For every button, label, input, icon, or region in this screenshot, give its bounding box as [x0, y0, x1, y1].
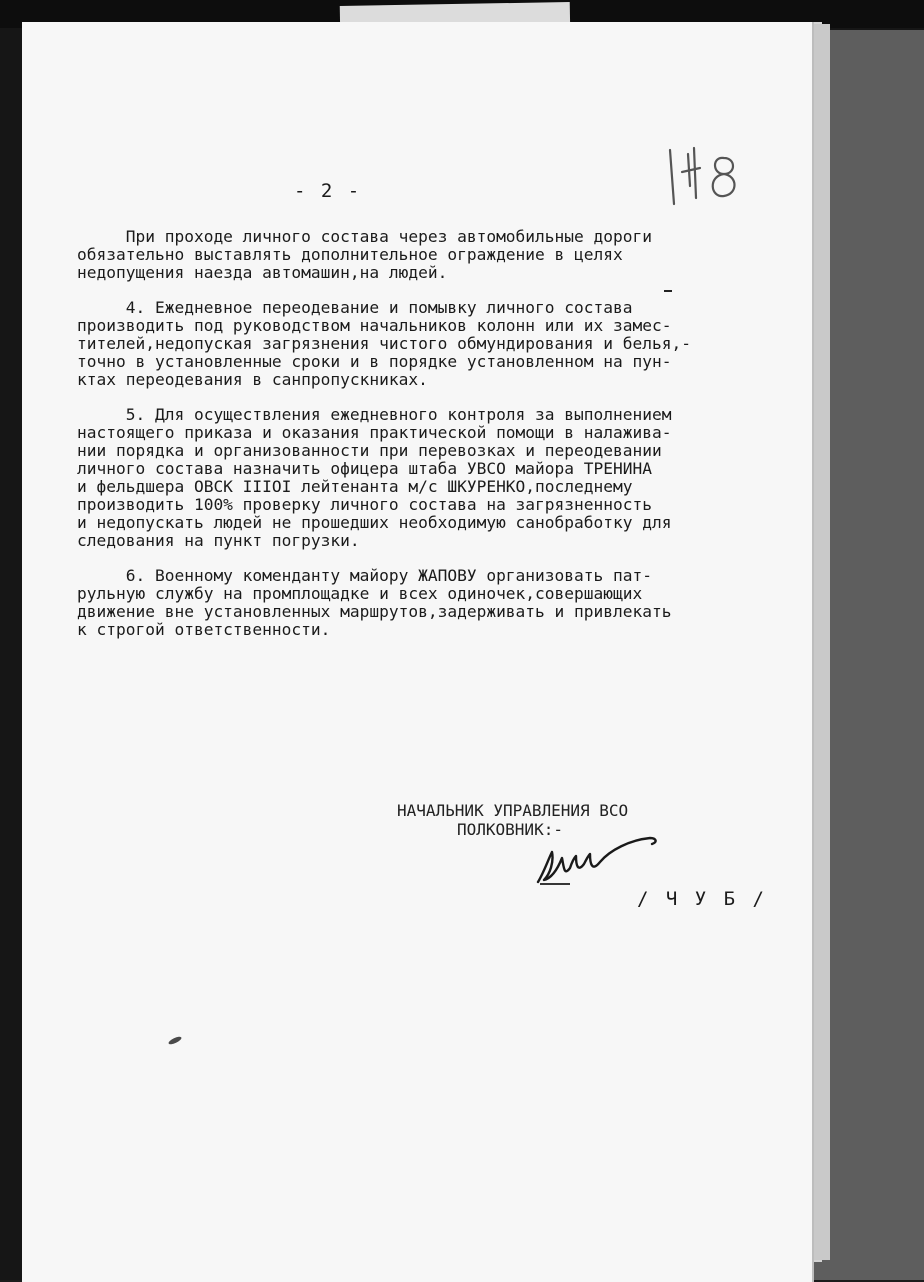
text-line: рульную службу на промплощадке и всех одиночек,совершающих: [77, 584, 643, 603]
paragraph-5: [77, 406, 777, 550]
text-line: При проходе личного состава через автомобильные дороги: [77, 227, 652, 246]
signatory-position: НАЧАЛЬНИК УПРАВЛЕНИЯ ВСО: [397, 801, 629, 820]
text-line: ктах переодевания в санпропускниках.: [77, 370, 428, 389]
margin-mark: [664, 290, 672, 292]
paragraph-intro: [77, 228, 777, 282]
text-line: личного состава назначить офицера штаба УВСО майора ТРЕНИНА: [77, 459, 652, 478]
handwritten-page-number: [664, 128, 754, 208]
text-line: недопущения наезда автомашин,на людей.: [77, 263, 448, 282]
text-line: точно в установленные сроки и в порядке установленном на пун-: [77, 352, 672, 371]
text-line: обязательно выставлять дополнительное ограждение в целях: [77, 245, 623, 264]
text-line: тителей,недопуская загрязнения чистого обмундирования и белья,-: [77, 334, 691, 353]
document-page: [22, 22, 812, 1282]
text-line: движение вне установленных маршрутов,задерживать и привлекать: [77, 602, 672, 621]
text-line: и фельдшера ОВСК IIIOI лейтенанта м/с ШКУРЕНКО,последнему: [77, 477, 633, 496]
text-line: к строгой ответственности.: [77, 620, 331, 639]
document-body: [77, 228, 777, 656]
text-line: 5. Для осуществления ежедневного контроля за выполнением: [77, 405, 672, 424]
handwritten-signature: [530, 832, 670, 892]
text-line: и недопускать людей не прошедших необходимую санобработку для: [77, 513, 672, 532]
signatory-name: / Ч У Б /: [637, 888, 767, 910]
text-line: 4. Ежедневное переодевание и помывку личного состава: [77, 298, 633, 317]
text-line: следования на пункт погрузки.: [77, 531, 360, 550]
paragraph-6: [77, 567, 777, 639]
text-line: производить под руководством начальников колонн или их замес-: [77, 316, 672, 335]
signatory-rank: ПОЛКОВНИК:-: [457, 820, 563, 839]
paragraph-4: [77, 299, 777, 389]
text-line: нии порядка и организованности при перевозках и переодевании: [77, 441, 662, 460]
text-line: 6. Военному коменданту майору ЖАПОВУ организовать пат-: [77, 566, 652, 585]
text-line: производить 100% проверку личного состава на загрязненность: [77, 495, 652, 514]
text-line: настоящего приказа и оказания практической помощи в налажива-: [77, 423, 672, 442]
page-number: - 2 -: [294, 180, 362, 202]
ink-speck: [168, 1035, 183, 1045]
